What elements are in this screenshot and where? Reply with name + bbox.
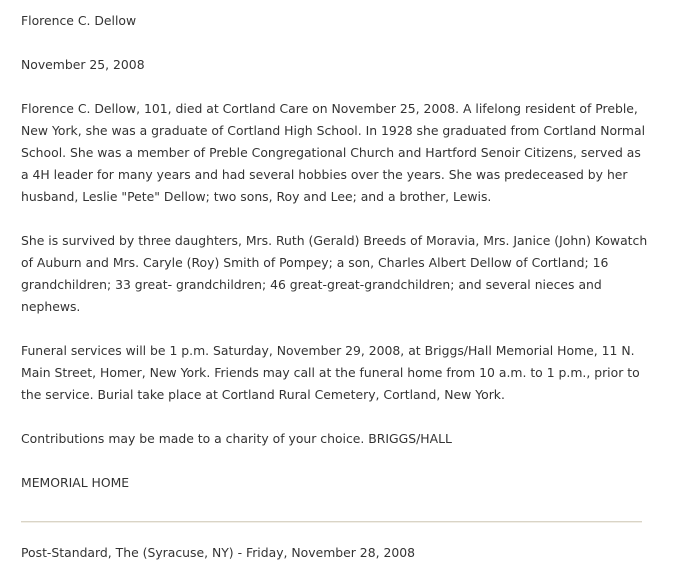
paragraph-contributions: Contributions may be made to a charity of your choice. BRIGGS/HALL	[21, 431, 452, 446]
paragraph-biography: Florence C. Dellow, 101, died at Cortland Care on November 25, 2008. A lifelong resident of Preble, New York, she was a graduate of Cortland High School. In 1928 she graduated from Cortland Normal School. She was a member of Preble Congregational Church and Hartford Senoir Citizens, served as a 4H leader for many years and had several hobbies over the years. She was predeceased by her husband, Leslie "Pete" Dellow; two sons, Roy and Lee; and a brother, Lewis.	[21, 101, 646, 204]
obituary-date: November 25, 2008	[21, 57, 145, 72]
source-citation: Post-Standard, The (Syracuse, NY) - Friday, November 28, 2008	[21, 545, 415, 560]
obituary-name: Florence C. Dellow	[21, 13, 137, 28]
paragraph-memorial-home: MEMORIAL HOME	[21, 475, 130, 490]
paragraph-services: Funeral services will be 1 p.m. Saturday, November 29, 2008, at Briggs/Hall Memorial Home, 11 N. Main Street, Homer, New York. Friends may call at the funeral home from 10 a.m. to 1 p.m., prior to the service. Burial take place at Cortland Rural Cemetery, Cortland, New York.	[21, 343, 640, 402]
paragraph-survivors: She is survived by three daughters, Mrs. Ruth (Gerald) Breeds of Moravia, Mrs. Janice (John) Kowatch of Auburn and Mrs. Caryle (Roy) Smith of Pompey; a son, Charles Albert Dellow of Cortland; 16 grandchildren; 33 great- grandchildren; 46 great-great-grandchildren; and several nieces and nephews.	[21, 233, 648, 314]
divider	[21, 521, 642, 523]
